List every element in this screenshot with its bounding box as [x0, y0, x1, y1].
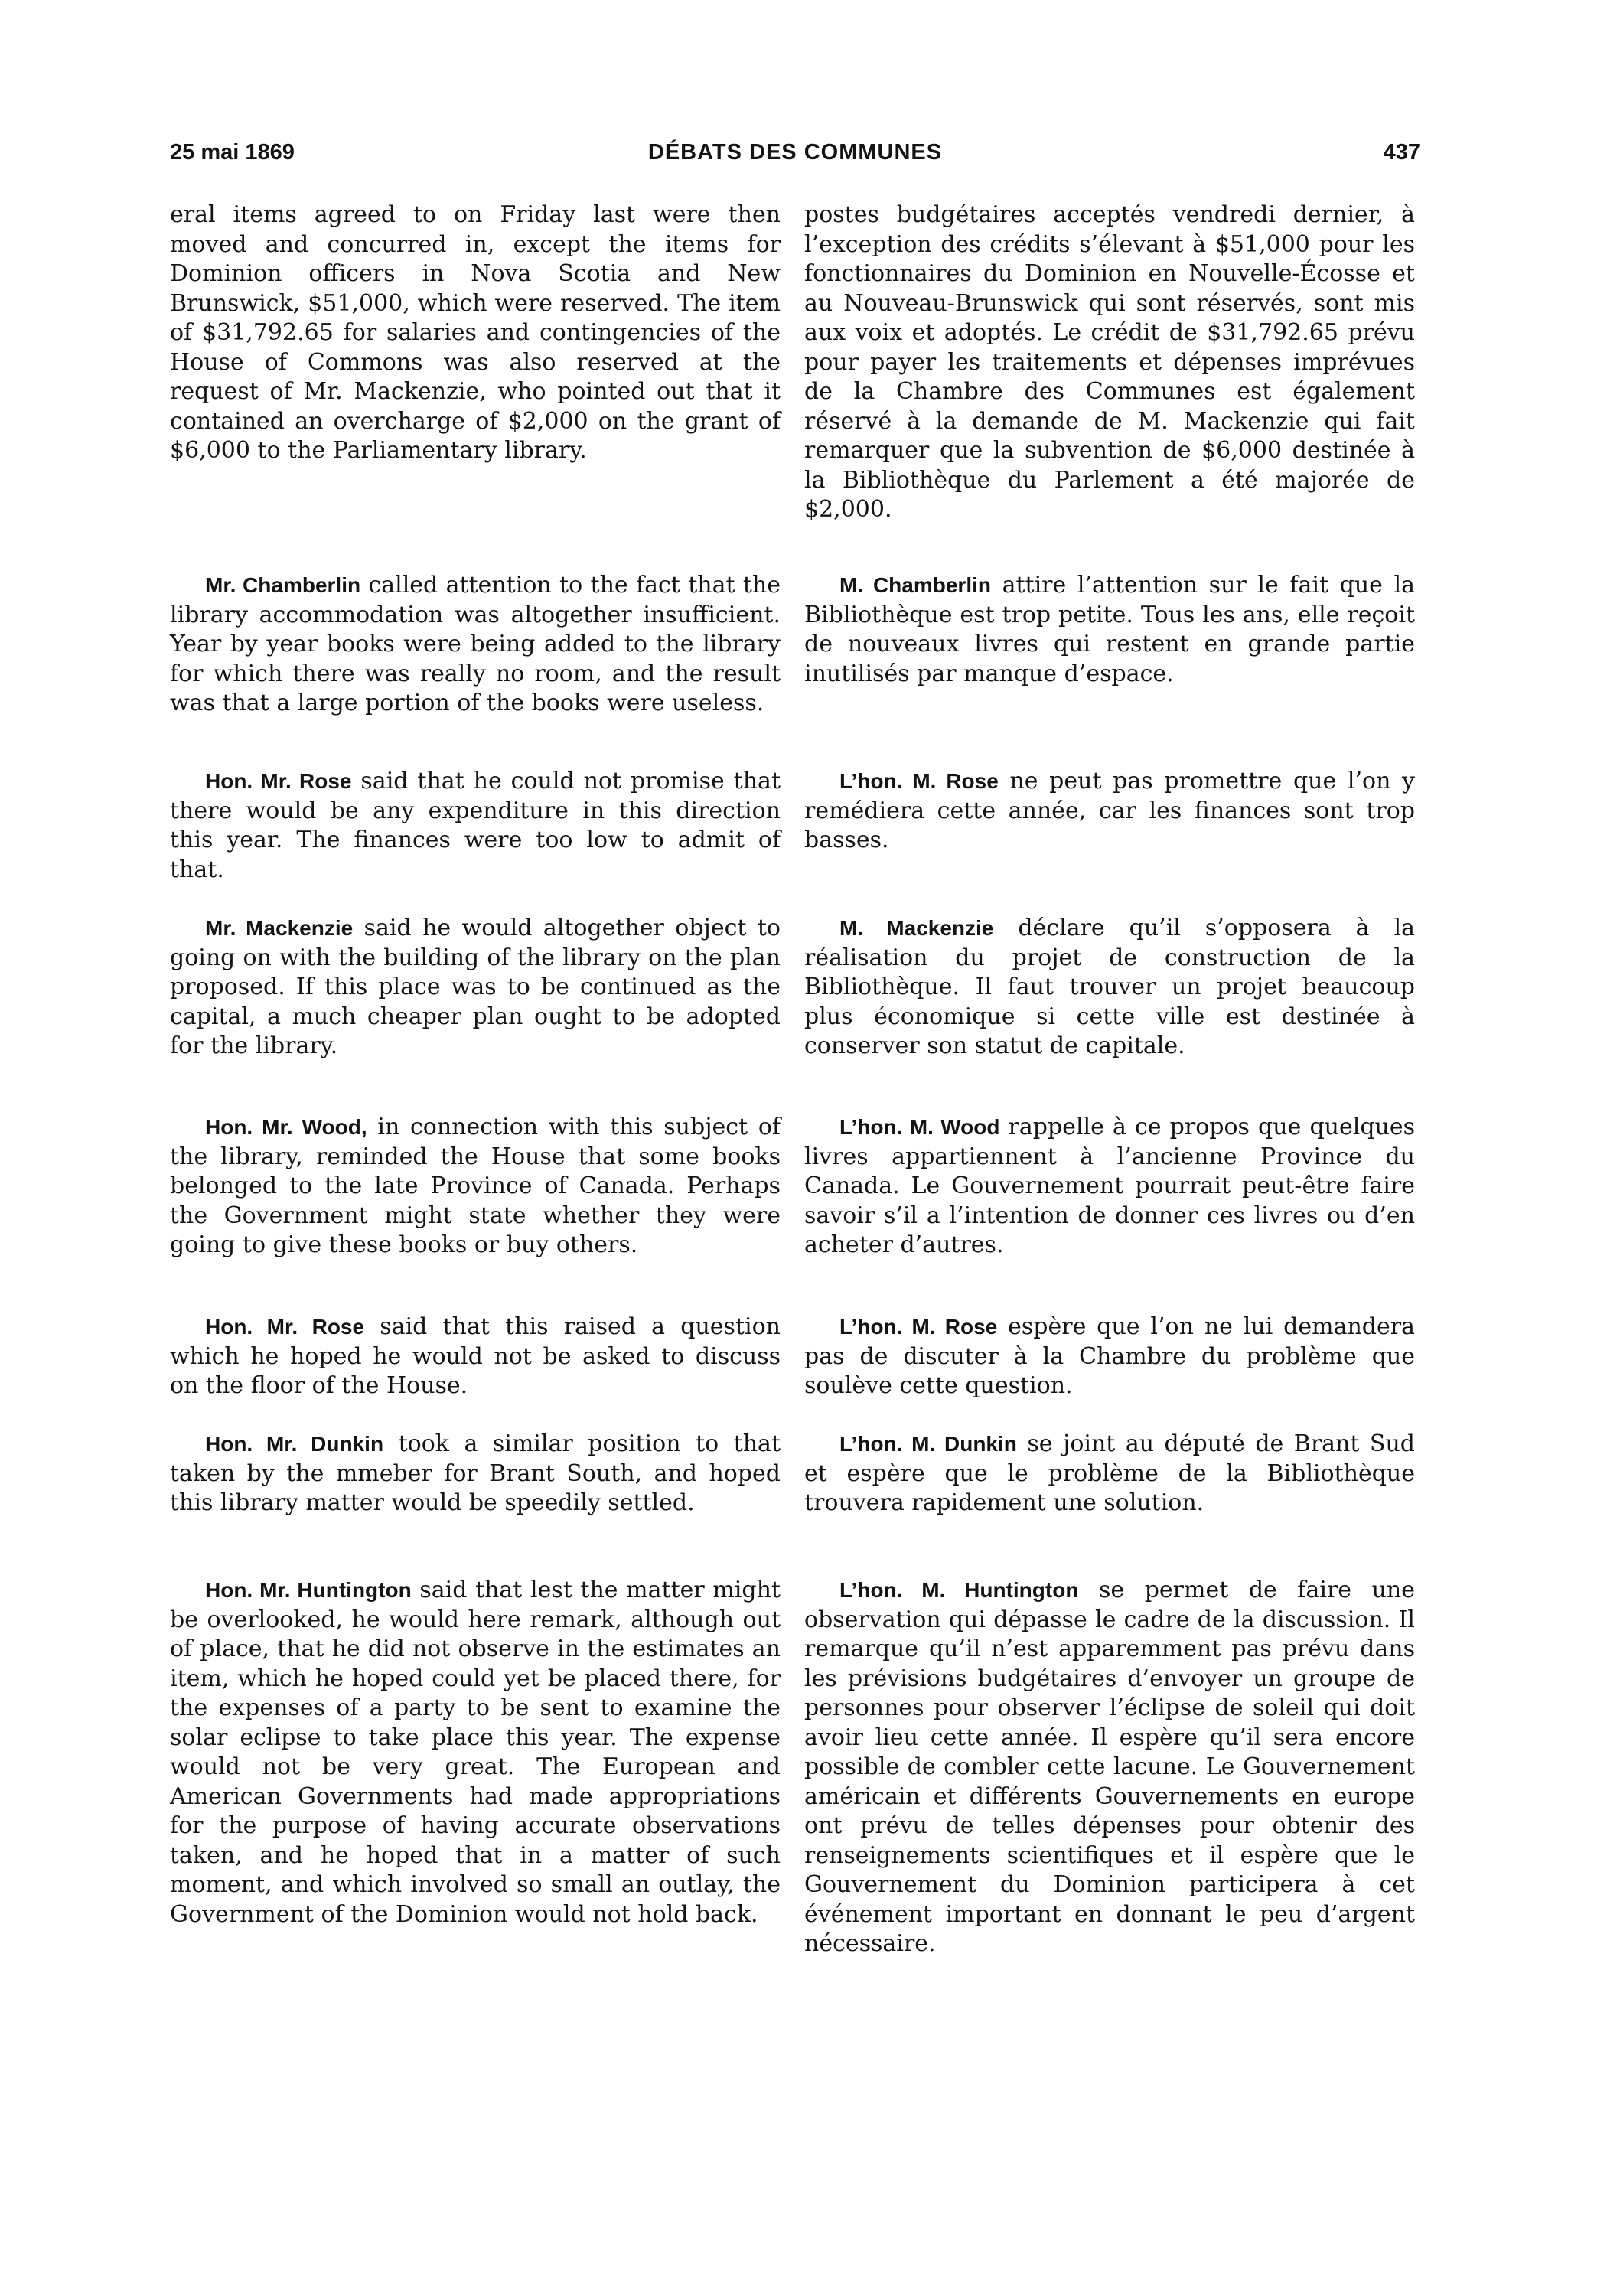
en-paragraph-continued: eral items agreed to on Friday last were then moved and concurred in, except the items for Dominion officers in Nova Scotia and New Brunswick, $51,000, which were reserved. The item of $31,792.65 for salaries and contingencies of the House of Commons was also reserved at the request of Mr. Mackenzie, who pointed out that it contained an overcharge of $2,000 on the grant of $6,000 to the Parliamentary library.: [170, 201, 781, 464]
fr-paragraph-rose: [804, 767, 1415, 856]
fr-paragraph-chamberlin: [804, 571, 1415, 689]
speech-text: said that lest the matter might be overlooked, he would here remark, although out of place, that he did not observe in the estimates an item, which he hoped could yet be placed there, for the expenses of a party to be sent to examine the solar eclipse to take place this year. The expense would not be very great. The European and American Governments had made appropriations for the purpose of having accurate observations taken, and he hoped that in a matter of such moment, and which involved so small an outlay, the Government of the Dominion would not hold back.: [170, 1577, 781, 1928]
speaker-name: L’hon. M. Rose: [839, 769, 999, 793]
speech-text: espère que l’on ne lui demandera pas de discuter à la Chambre du problème que soulève cette question.: [804, 1313, 1415, 1399]
speaker-name: Hon. Mr. Huntington: [205, 1578, 412, 1602]
en-paragraph-rose: [170, 767, 781, 885]
page-header: [170, 140, 1420, 171]
fr-paragraph-huntington: [804, 1576, 1415, 1959]
speech-text: took a similar position to that taken by the mmeber for Brant South, and hoped this library matter would be speedily settled.: [170, 1430, 781, 1516]
speech-text: called attention to the fact that the library accommodation was altogether insufficient. Year by year books were being added to the library for which there was really no room, and the result was that a large portion of the books were useless.: [170, 572, 781, 716]
en-paragraph-chamberlin: [170, 571, 781, 719]
fr-paragraph-rose-2: [804, 1313, 1415, 1401]
fr-paragraph-mackenzie: [804, 914, 1415, 1062]
fr-paragraph-wood: [804, 1113, 1415, 1261]
speech-text: said he would altogether object to going on with the building of the library on the plan proposed. If this place was to be continued as the capital, a much cheaper plan ought to be adopted for the library.: [170, 915, 781, 1059]
header-title: DÉBATS DES COMMUNES: [647, 140, 943, 165]
speech-text: said that this raised a question which he hoped he would not be asked to discuss on the floor of the House.: [170, 1313, 781, 1399]
page-number: 437: [1383, 140, 1420, 165]
speech-text: se permet de faire une observation qui dépasse le cadre de la discussion. Il remarque qu’il n’est apparemment pas prévu dans les prévisions budgétaires d’envoyer un groupe de personnes pour observer l’éclipse de soleil qui doit avoir lieu cette année. Il espère qu’il sera encore possible de combler cette lacune. Le Gouvernement américain et différents Gouvernements en europe ont prévu de telles dépenses pour obtenir des renseignements scientifiques et il espère que le Gouvernement du Dominion participera à cet événement important en donnant le peu d’argent nécessaire.: [804, 1577, 1415, 1957]
en-paragraph-dunkin: [170, 1430, 781, 1518]
speaker-name: Hon. Mr. Rose: [205, 769, 352, 793]
en-paragraph-mackenzie: [170, 914, 781, 1062]
speaker-name: L’hon. M. Rose: [839, 1315, 998, 1339]
speech-text: attire l’attention sur le fait que la Bibliothèque est trop petite. Tous les ans, elle reçoit de nouveaux livres qui restent en grande partie inutilisés par manque d’espace.: [804, 572, 1415, 687]
speech-text: déclare qu’il s’opposera à la réalisation du projet de construction de la Bibliothèque. Il faut trouver un projet beaucoup plus économique si cette ville est destinée à conserver son statut de capitale.: [804, 915, 1415, 1059]
speaker-name: Mr. Chamberlin: [205, 573, 361, 597]
speech-text: se joint au député de Brant Sud et espère que le problème de la Bibliothèque trouvera rapidement une solution.: [804, 1430, 1415, 1516]
speaker-name: L’hon. M. Huntington: [839, 1578, 1079, 1602]
speaker-name: Mr. Mackenzie: [205, 916, 354, 940]
speech-text: in connection with this subject of the library, reminded the House that some books belonged to the late Province of Canada. Perhaps the Government might state whether they were going to give these books or buy others.: [170, 1114, 781, 1258]
speech-text: ne peut pas promettre que l’on y remédiera cette année, car les finances sont trop basses.: [804, 768, 1416, 853]
speaker-name: L’hon. M. Dunkin: [839, 1432, 1017, 1456]
speaker-name: Hon. Mr. Rose: [205, 1315, 365, 1339]
header-date: 25 mai 1869: [170, 140, 295, 165]
speech-text: said that he could not promise that there would be any expenditure in this direction this year. The finances were too low to admit of that.: [170, 768, 781, 883]
speaker-name: Hon. Mr. Wood,: [205, 1115, 367, 1139]
en-paragraph-wood: [170, 1113, 781, 1261]
fr-paragraph-dunkin: [804, 1430, 1415, 1518]
speech-text: rappelle à ce propos que quelques livres appartiennent à l’ancienne Province du Canada. Le Gouvernement pourrait peut-être faire savoir s’il a l’intention de donner ces livres ou d’en acheter d’autres.: [804, 1114, 1415, 1258]
en-paragraph-huntington: [170, 1576, 781, 1929]
fr-paragraph-continued: postes budgétaires acceptés vendredi dernier, à l’exception des crédits s’élevant à $51,000 pour les fonctionnaires du Dominion en Nouvelle-Écosse et au Nouveau-Brunswick qui sont réservés, sont mis aux voix et adoptés. Le crédit de $31,792.65 prévu pour payer les traitements et dépenses imprévues de la Chambre des Communes est également réservé à la demande de M. Mackenzie qui fait remarquer que la subvention de $6,000 destinée à la Bibliothèque du Parlement a été majorée de $2,000.: [804, 201, 1415, 523]
speaker-name: Hon. Mr. Dunkin: [205, 1432, 384, 1456]
en-paragraph-rose-2: [170, 1313, 781, 1401]
speaker-name: M. Chamberlin: [839, 573, 991, 597]
speaker-name: L’hon. M. Wood: [839, 1115, 1000, 1139]
speaker-name: M. Mackenzie: [839, 916, 994, 940]
